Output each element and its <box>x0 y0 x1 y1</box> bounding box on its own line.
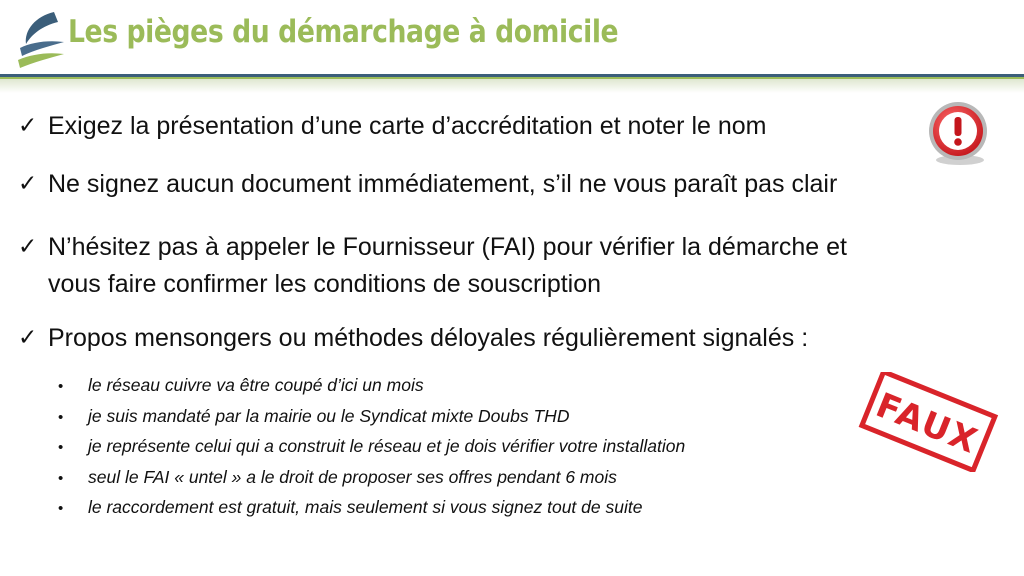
sub-list-item: • je suis mandaté par la mairie ou le Syndicat mixte Doubs THD <box>58 405 570 426</box>
check-icon: ✓ <box>18 113 38 139</box>
sub-list-item: • je représente celui qui a construit le réseau et je dois vérifier votre installation <box>58 436 686 456</box>
faux-stamp-icon <box>846 372 1010 472</box>
header-divider <box>0 74 1024 98</box>
check-icon: ✓ <box>18 234 38 260</box>
logo-swoosh-icon <box>14 8 66 70</box>
list-item: ✓ N’hésitez pas à appeler le Fournisseur (FAI) pour vérifier la démarche et vous faire confirmer les conditions de souscription <box>18 229 847 303</box>
svg-text:FAUX: FAUX <box>870 385 985 463</box>
list-item: ✓ Exigez la présentation d’une carte d’accréditation et noter le nom <box>18 108 766 145</box>
warning-exclamation-icon <box>924 100 992 168</box>
check-icon: ✓ <box>18 325 38 351</box>
list-item: ✓ Ne signez aucun document immédiatement, s’il ne vous paraît pas clair <box>18 166 837 203</box>
page-title: Les pièges du démarchage à domicile <box>68 14 619 50</box>
check-icon: ✓ <box>18 171 38 197</box>
sub-bullet-list <box>58 371 685 524</box>
list-item: ✓ Propos mensongers ou méthodes déloyales régulièrement signalés : <box>18 320 808 357</box>
sub-list-item: • le réseau cuivre va être coupé d’ici un mois <box>58 375 424 395</box>
sub-list-item: • seul le FAI « untel » a le droit de proposer ses offres pendant 6 mois <box>58 466 617 487</box>
sub-list-item: • le raccordement est gratuit, mais seulement si vous signez tout de suite <box>58 497 643 517</box>
slide-header <box>0 0 1024 96</box>
